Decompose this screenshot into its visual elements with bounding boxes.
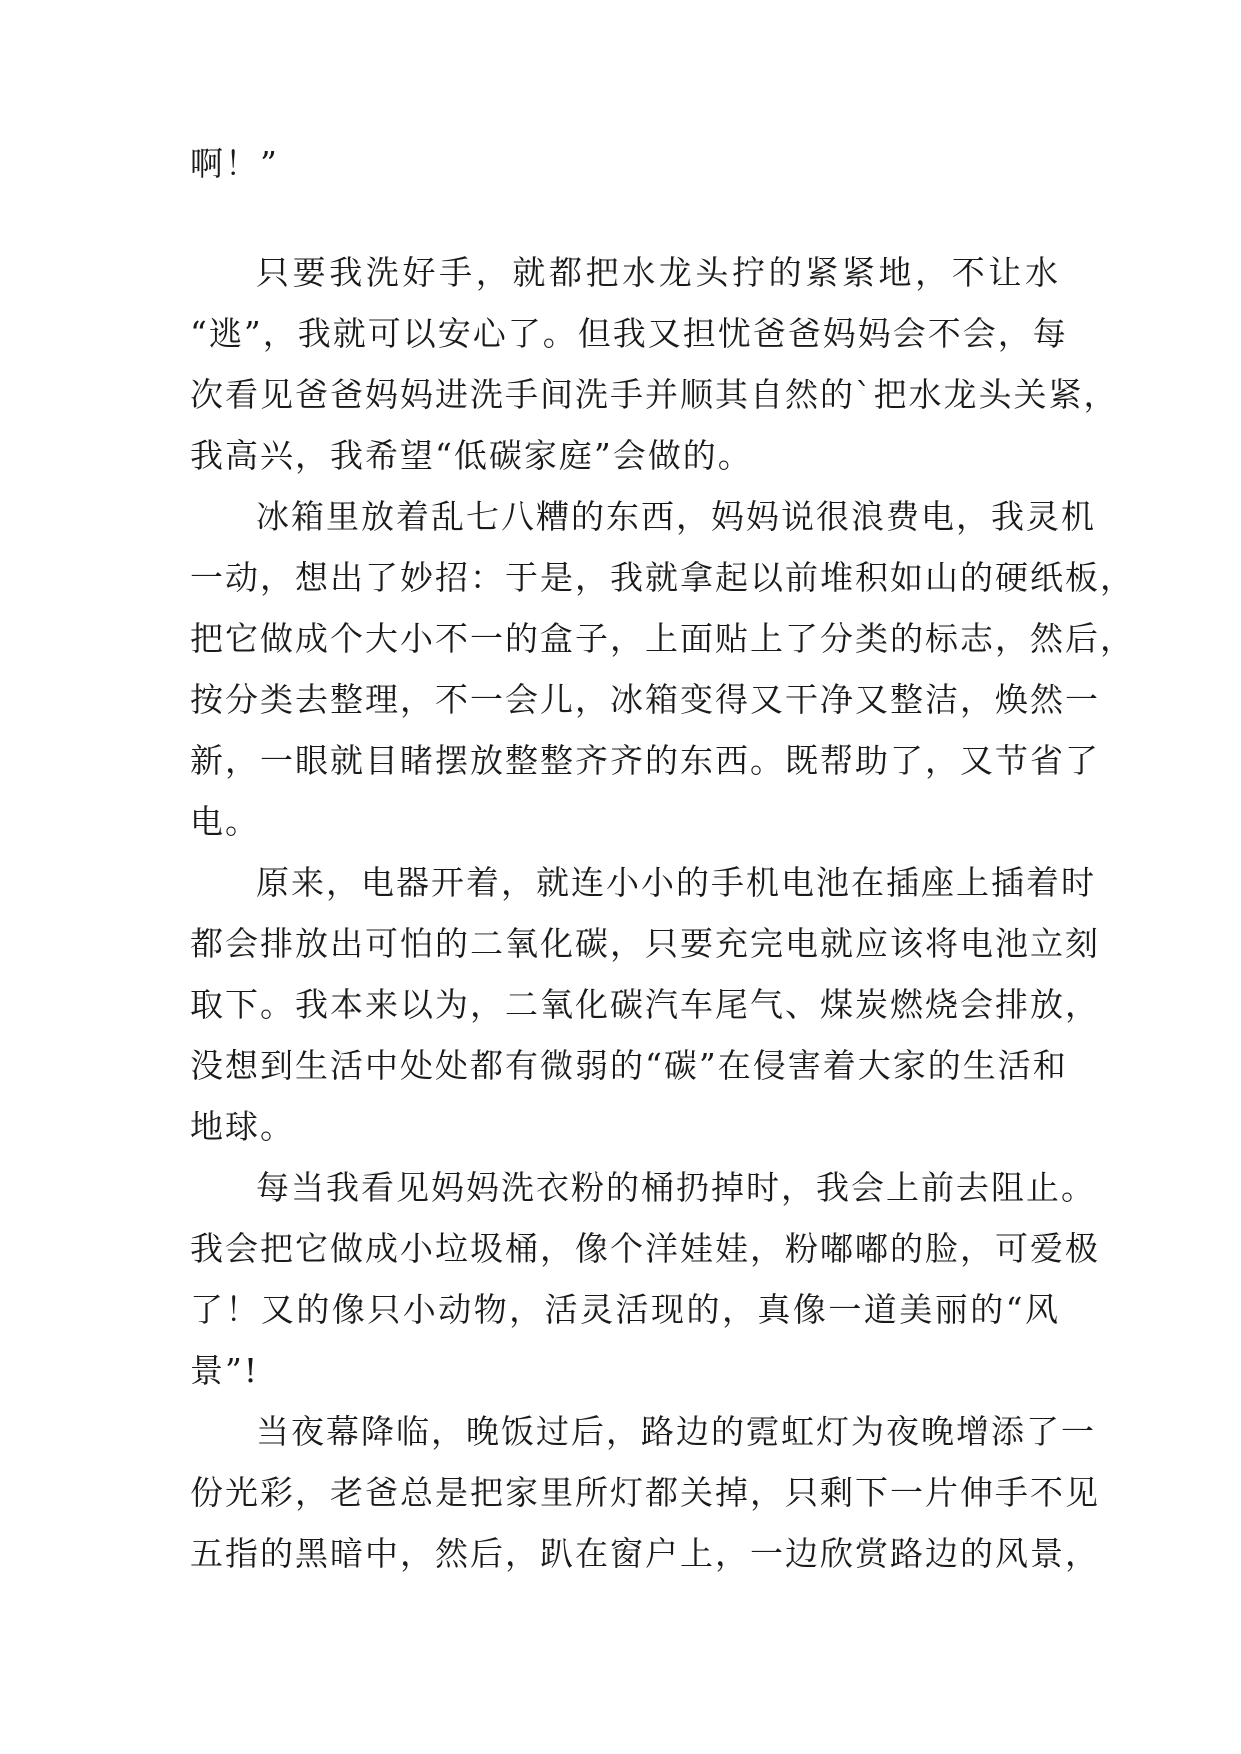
paragraph-line: 我高兴，我希望“低碳家庭”会做的。: [190, 436, 753, 475]
paragraph-2: [190, 486, 1135, 852]
paragraph-line: 每当我看见妈妈洗衣粉的桶扔掉时，我会上前去阻止。: [256, 1168, 1096, 1207]
paragraph-line: 我会把它做成小垃圾桶，像个洋娃娃，粉嘟嘟的脸，可爱极: [190, 1229, 1100, 1268]
paragraph-4: [190, 1157, 1100, 1401]
paragraph-line: 冰箱里放着乱七八糟的东西，妈妈说很浪费电，我灵机: [256, 497, 1096, 536]
paragraph-line: 把它做成个大小不一的盒子，上面贴上了分类的标志，然后，: [190, 619, 1135, 658]
paragraph-line: 了！又的像只小动物，活灵活现的，真像一道美丽的“风: [190, 1290, 1060, 1329]
paragraph-line: 新，一眼就目睹摆放整整齐齐的东西。既帮助了，又节省了: [190, 741, 1100, 780]
paragraph-line: 份光彩，老爸总是把家里所灯都关掉，只剩下一片伸手不见: [190, 1473, 1100, 1512]
paragraph-line: 原来，电器开着，就连小小的手机电池在插座上插着时: [256, 863, 1096, 902]
paragraph-line: 按分类去整理，不一会儿，冰箱变得又干净又整洁，焕然一: [190, 680, 1100, 719]
paragraph-5: [190, 1401, 1100, 1584]
paragraph-line: 景”!: [190, 1351, 260, 1390]
paragraph-line: 没想到生活中处处都有微弱的“碳”在侵害着大家的生活和: [190, 1046, 1068, 1085]
paragraph-line: 都会排放出可怕的二氧化碳，只要充完电就应该将电池立刻: [190, 924, 1100, 963]
fragment-line: 啊！”: [190, 144, 279, 183]
paragraph-line: 五指的黑暗中，然后，趴在窗户上，一边欣赏路边的风景，: [190, 1534, 1100, 1573]
paragraph-line: 当夜幕降临，晚饭过后，路边的霓虹灯为夜晚增添了一: [256, 1412, 1096, 1451]
paragraph-3: [190, 852, 1100, 1157]
paragraph-line: 只要我洗好手，就都把水龙头拧的紧紧地，不让水: [256, 253, 1060, 292]
paragraph-line: 次看见爸爸妈妈进洗手间洗手并顺其自然的`把水龙头关紧，: [190, 375, 1119, 414]
paragraph-line: 电。: [190, 802, 260, 841]
paragraph-line: 一动，想出了妙招：于是，我就拿起以前堆积如山的硬纸板，: [190, 558, 1135, 597]
paragraph-1: [190, 242, 1119, 486]
fragment-block: [190, 133, 1060, 194]
paragraph-line: “逃”，我就可以安心了。但我又担忧爸爸妈妈会不会，每: [190, 314, 1068, 353]
paragraph-line: 取下。我本来以为，二氧化碳汽车尾气、煤炭燃烧会排放，: [190, 985, 1100, 1024]
paragraph-line: 地球。: [190, 1107, 295, 1146]
